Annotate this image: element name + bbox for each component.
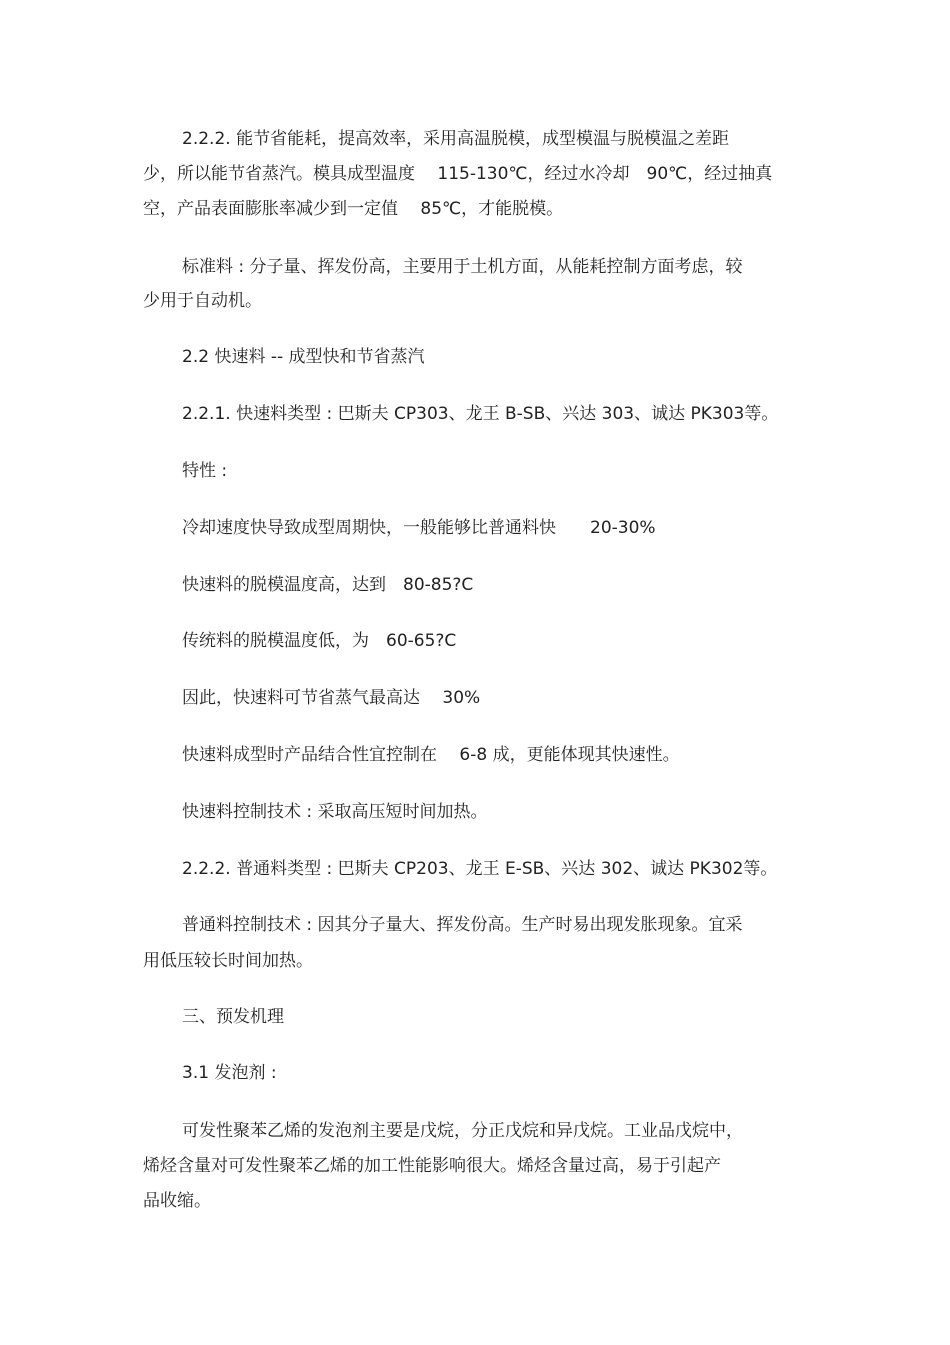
section-heading: 3.1 发泡剂 : — [182, 1063, 277, 1083]
text-line: 少，所以能节省蒸汽。模具成型温度 115-130℃，经过水冷却 90℃，经过抽真 — [143, 164, 773, 184]
text-line: 2.2.1. 快速料类型 : 巴斯夫 CP303、龙王 B-SB、兴达 303、诚达 PK303等。 — [182, 404, 779, 424]
text-line: 特性 : — [182, 461, 228, 481]
text-line: 烯烃含量对可发性聚苯乙烯的加工性能影响很大。烯烃含量过高，易于引起产 — [143, 1156, 721, 1176]
text-line: 品收缩。 — [143, 1191, 211, 1211]
text-line: 快速料的脱模温度高，达到 80-85?C — [182, 575, 474, 595]
text-line: 用低压较长时间加热。 — [143, 951, 313, 971]
text-line: 快速料控制技术 : 采取高压短时间加热。 — [182, 802, 488, 822]
text-line: 2.2.2. 普通料类型 : 巴斯夫 CP203、龙王 E-SB、兴达 302、诚达 PK302等。 — [182, 859, 778, 879]
section-heading: 2.2 快速料 -- 成型快和节省蒸汽 — [182, 347, 425, 367]
text-line: 少用于自动机。 — [143, 291, 262, 311]
text-line: 标准料 : 分子量、挥发份高，主要用于土机方面，从能耗控制方面考虑，较 — [182, 257, 743, 277]
text-line: 可发性聚苯乙烯的发泡剂主要是戊烷，分正戊烷和异戊烷。工业品戊烷中， — [182, 1121, 743, 1141]
text-line: 普通料控制技术 : 因其分子量大、挥发份高。生产时易出现发胀现象。宜采 — [182, 915, 743, 935]
text-line: 2.2.2. 能节省能耗，提高效率，采用高温脱模，成型模温与脱模温之差距 — [182, 129, 730, 149]
section-heading: 三、预发机理 — [182, 1007, 284, 1027]
text-line: 空，产品表面膨胀率减少到一定值 85℃，才能脱模。 — [143, 199, 564, 219]
text-line: 传统料的脱模温度低，为 60-65?C — [182, 631, 457, 651]
text-line: 快速料成型时产品结合性宜控制在 6-8 成，更能体现其快速性。 — [182, 745, 680, 765]
text-line: 冷却速度快导致成型周期快，一般能够比普通料快 20-30% — [182, 518, 656, 538]
text-line: 因此，快速料可节省蒸气最高达 30% — [182, 688, 481, 708]
